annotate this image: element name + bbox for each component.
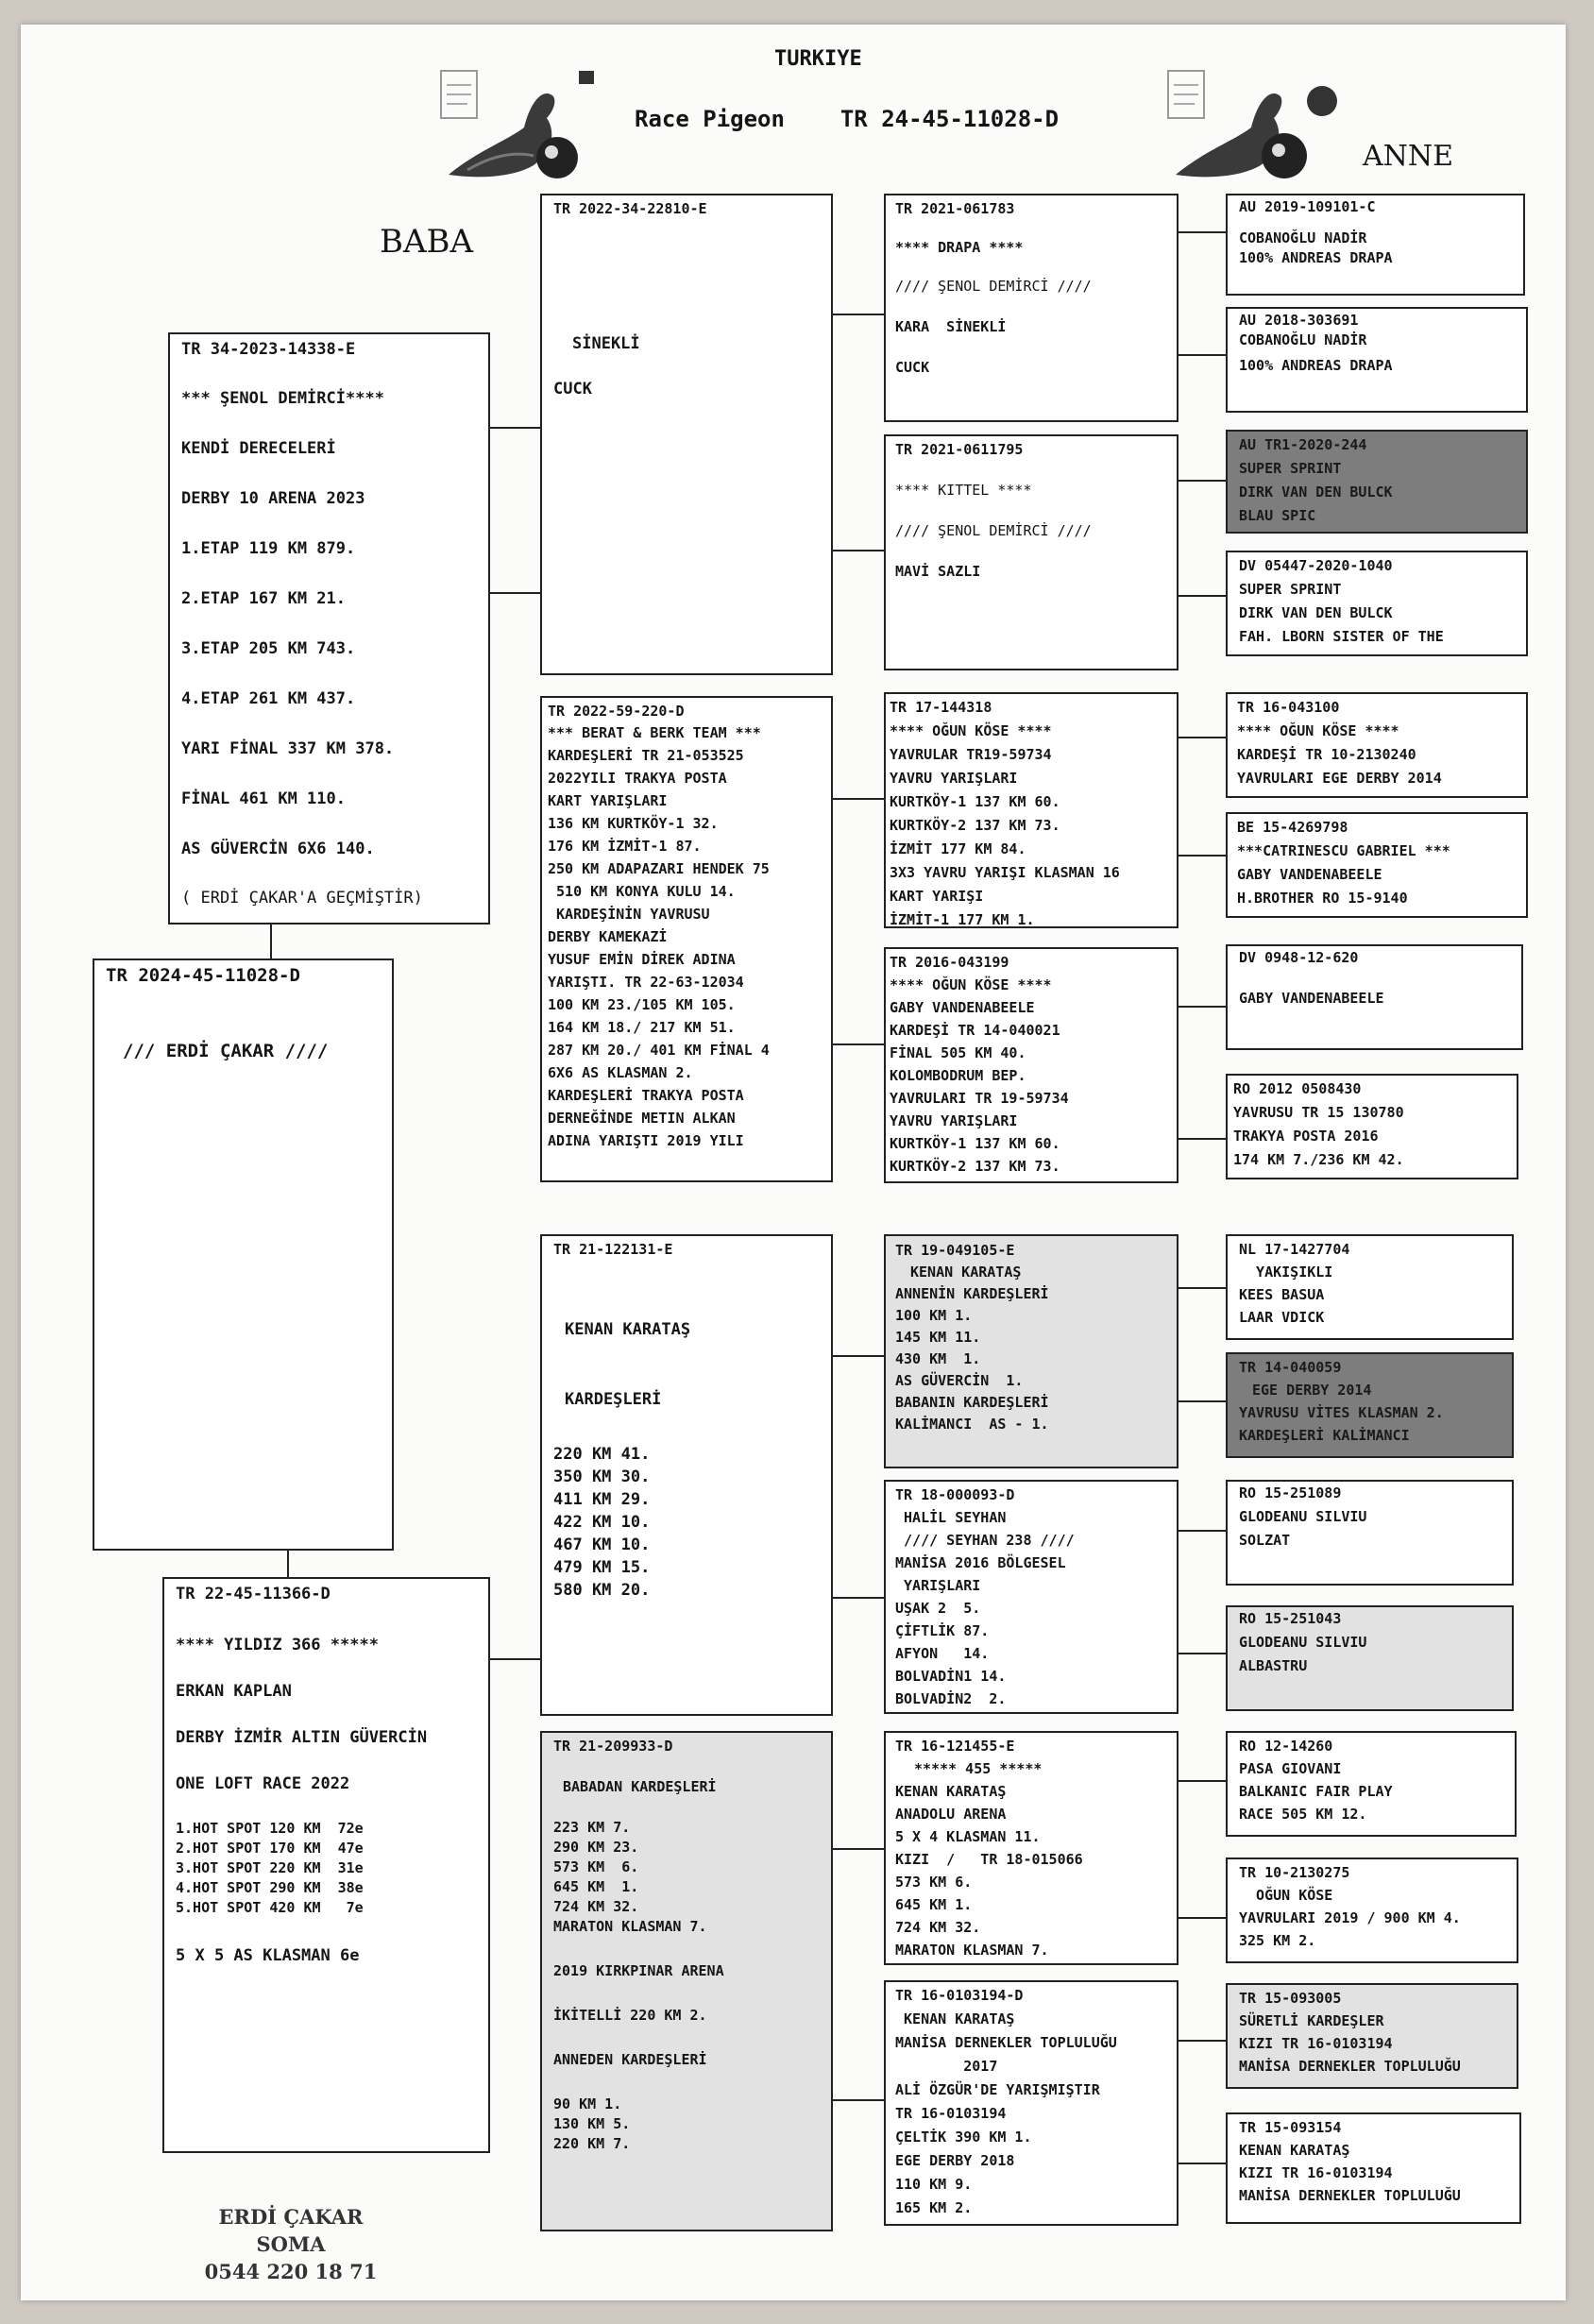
pigeon-text: KALİMANCI AS - 1.	[895, 1416, 1049, 1433]
pigeon-text: YARIŞLARI	[895, 1577, 981, 1594]
great-great-grandparent-box	[1226, 2112, 1521, 2224]
pigeon-text: 2022YILI TRAKYA POSTA	[548, 770, 727, 787]
ring-number: TR 17-144318	[890, 699, 992, 716]
pigeon-text: 100 KM 23./105 KM 105.	[548, 996, 736, 1013]
pigeon-text: FAH. LBORN SISTER OF THE	[1239, 628, 1444, 645]
pigeon-text: TRAKYA POSTA 2016	[1233, 1128, 1379, 1145]
breeder-city: SOMA	[256, 2232, 326, 2256]
pigeon-text: GABY VANDENABEELE	[1237, 866, 1382, 883]
pigeon-text: **** DRAPA ****	[895, 239, 1024, 256]
ring-number: RO 12-14260	[1239, 1738, 1333, 1755]
pigeon-text: GABY VANDENABEELE	[1239, 990, 1384, 1007]
subject-box	[93, 958, 394, 1551]
pigeon-text: MANİSA DERNEKLER TOPLULUĞU	[1239, 2187, 1461, 2204]
pigeon-text: TR 16-0103194	[895, 2105, 1007, 2122]
pigeon-text: 325 KM 2.	[1239, 1932, 1316, 1949]
pigeon-text: AS GÜVERCİN 1.	[895, 1372, 1024, 1389]
connector	[1179, 2040, 1226, 2042]
pigeon-text: YAVRULARI TR 19-59734	[890, 1090, 1069, 1107]
ring-number: TR 34-2023-14338-E	[181, 340, 356, 359]
ring-number: TR 19-049105-E	[895, 1242, 1015, 1259]
pigeon-text: DIRK VAN DEN BULCK	[1239, 483, 1393, 500]
pigeon-text: 510 KM KONYA KULU 14.	[548, 883, 736, 900]
ring-number: RO 2012 0508430	[1233, 1080, 1362, 1097]
pigeon-text: 3.ETAP 205 KM 743.	[181, 639, 356, 658]
pigeon-text: 100 KM 1.	[895, 1307, 973, 1324]
ring-number: TR 15-093005	[1239, 1990, 1342, 2007]
pigeon-text: ÇELTİK 390 KM 1.	[895, 2129, 1032, 2146]
pigeon-text: 110 KM 9.	[895, 2176, 973, 2193]
ring-number: TR 15-093154	[1239, 2119, 1342, 2136]
pigeon-text: MAVİ SAZLI	[895, 563, 981, 580]
pigeon-text: 479 KM 15.	[553, 1558, 651, 1577]
pigeon-text: KOLOMBODRUM BEP.	[890, 1067, 1026, 1084]
pigeon-text: ONE LOFT RACE 2022	[176, 1774, 350, 1793]
pigeon-text: YAKIŞIKLI	[1239, 1264, 1333, 1281]
great-grandparent-box	[884, 1731, 1179, 1965]
connector	[1179, 1287, 1226, 1289]
pigeon-text: 430 KM 1.	[895, 1350, 981, 1367]
great-great-grandparent-box	[1226, 1234, 1514, 1340]
pigeon-text: YAVRUSU TR 15 130780	[1233, 1104, 1404, 1121]
great-grandparent-box	[884, 1980, 1179, 2226]
ring-number: TR 2022-59-220-D	[548, 703, 685, 720]
great-great-grandparent-box	[1226, 430, 1528, 534]
grandparent-box	[540, 1234, 833, 1716]
pigeon-text: HALİL SEYHAN	[895, 1509, 1007, 1526]
pigeon-text: 174 KM 7./236 KM 42.	[1233, 1151, 1404, 1168]
header-ring: TR 24-45-11028-D	[839, 106, 1060, 132]
pigeon-text: /// ERDİ ÇAKAR ////	[123, 1041, 329, 1061]
great-grandparent-box	[884, 1234, 1179, 1468]
great-great-grandparent-box	[1226, 551, 1528, 656]
pigeon-text: KARDEŞLERİ TR 21-053525	[548, 747, 744, 764]
pigeon-text: MANİSA DERNEKLER TOPLULUĞU	[895, 2034, 1117, 2051]
dam-box	[162, 1577, 490, 2153]
pigeon-text: 164 KM 18./ 217 KM 51.	[548, 1019, 736, 1036]
pigeon-text: BABANIN KARDEŞLERİ	[895, 1394, 1049, 1411]
pigeon-text: KARDEŞLERİ	[565, 1390, 662, 1409]
pigeon-text: *** ŞENOL DEMİRCİ****	[181, 389, 384, 408]
ring-number: TR 10-2130275	[1239, 1864, 1350, 1881]
pigeon-text: 5 X 4 KLASMAN 11.	[895, 1828, 1041, 1845]
pigeon-text: KENDİ DERECELERİ	[181, 439, 336, 458]
pigeon-text: 467 KM 10.	[553, 1535, 651, 1554]
pigeon-text: 350 KM 30.	[553, 1467, 651, 1486]
pigeon-text: GABY VANDENABEELE	[890, 999, 1035, 1016]
pigeon-text: OĞUN KÖSE	[1239, 1887, 1333, 1904]
pigeon-text: 165 KM 2.	[895, 2199, 973, 2216]
connector	[1179, 231, 1226, 233]
ring-number: NL 17-1427704	[1239, 1241, 1350, 1258]
ring-number: AU TR1-2020-244	[1239, 436, 1367, 453]
great-great-grandparent-box	[1226, 1731, 1517, 1837]
pigeon-text: 145 KM 11.	[895, 1329, 981, 1346]
great-great-grandparent-box	[1226, 1352, 1514, 1458]
pigeon-text: DIRK VAN DEN BULCK	[1239, 604, 1393, 621]
pigeon-text: KARDEŞİ TR 10-2130240	[1237, 746, 1416, 763]
pigeon-text: 2019 KIRKPINAR ARENA	[553, 1962, 724, 1979]
pigeon-text: KARA SİNEKLİ	[895, 318, 1007, 335]
ring-number: TR 14-040059	[1239, 1359, 1342, 1376]
ring-number: DV 05447-2020-1040	[1239, 557, 1393, 574]
great-great-grandparent-box	[1226, 1605, 1514, 1711]
pigeon-text: KURTKÖY-2 137 KM 73.	[890, 1158, 1060, 1175]
connector	[490, 427, 540, 429]
pigeon-text: YARIŞTI. TR 22-63-12034	[548, 974, 744, 991]
pigeon-text: MANİSA DERNEKLER TOPLULUĞU	[1239, 2058, 1461, 2075]
pigeon-text: YAVRUSU VİTES KLASMAN 2.	[1239, 1404, 1444, 1421]
ring-number: TR 16-043100	[1237, 699, 1340, 716]
grandparent-box	[540, 194, 833, 675]
ring-number: AU 2018-303691	[1239, 312, 1359, 329]
ring-number: TR 16-121455-E	[895, 1738, 1015, 1755]
pigeon-text: ( ERDİ ÇAKAR'A GEÇMİŞTİR)	[181, 889, 423, 908]
ring-number: RO 15-251043	[1239, 1610, 1342, 1627]
connector	[270, 923, 272, 959]
pigeon-text: EGE DERBY 2018	[895, 2152, 1015, 2169]
connector	[833, 1355, 884, 1357]
pigeon-text: COBANOĞLU NADİR	[1239, 229, 1367, 246]
pigeon-text: 176 KM İZMİT-1 87.	[548, 838, 702, 855]
connector	[1179, 1400, 1226, 1402]
great-grandparent-box	[884, 692, 1179, 928]
ring-number: DV 0948-12-620	[1239, 949, 1359, 966]
connector	[833, 314, 884, 315]
connector	[1179, 2163, 1226, 2164]
pigeon-text: **** OĞUN KÖSE ****	[1237, 722, 1399, 739]
great-grandparent-box	[884, 947, 1179, 1183]
pigeon-text: DERBY KAMEKAZİ	[548, 928, 668, 945]
connector	[833, 2099, 884, 2101]
breeder-name: ERDİ ÇAKAR	[218, 2205, 364, 2229]
pigeon-text: YAVRULARI 2019 / 900 KM 4.	[1239, 1909, 1461, 1926]
pigeon-text: KIZI TR 16-0103194	[1239, 2035, 1393, 2052]
great-grandparent-box	[884, 1480, 1179, 1714]
pigeon-text: KART YARIŞI	[890, 888, 984, 905]
pigeon-text: 3X3 YAVRU YARIŞI KLASMAN 16	[890, 864, 1120, 881]
pigeon-text: 220 KM 7.	[553, 2135, 631, 2152]
ring-number: TR 2016-043199	[890, 954, 1009, 971]
pigeon-logo-right	[1166, 61, 1346, 203]
pigeon-text: ADINA YARIŞTI 2019 YILI	[548, 1132, 744, 1149]
pigeon-text: KART YARIŞLARI	[548, 792, 668, 809]
pigeon-text: BALKANIC FAIR PLAY	[1239, 1783, 1393, 1800]
pigeon-text: 573 KM 6.	[895, 1874, 973, 1891]
pigeon-text: SUPER SPRINT	[1239, 460, 1342, 477]
pigeon-text: ÇİFTLİK 87.	[895, 1622, 990, 1639]
pigeon-text: 90 KM 1.	[553, 2095, 622, 2112]
pigeon-text: 136 KM KURTKÖY-1 32.	[548, 815, 719, 832]
great-great-grandparent-box	[1226, 1983, 1518, 2089]
pigeon-text: 2.ETAP 167 KM 21.	[181, 589, 346, 608]
connector	[1179, 595, 1226, 597]
pigeon-text: KARDEŞİ TR 14-040021	[890, 1022, 1060, 1039]
pigeon-text: ANNEDEN KARDEŞLERİ	[553, 2051, 707, 2068]
breeder-contact	[178, 2203, 404, 2285]
pigeon-text: SİNEKLİ	[572, 334, 640, 353]
pigeon-text: 100% ANDREAS DRAPA	[1239, 357, 1393, 374]
pigeon-text: 422 KM 10.	[553, 1513, 651, 1532]
race-pigeon-label: Race Pigeon	[635, 106, 785, 132]
pigeon-text: GLODEANU SILVIU	[1239, 1508, 1367, 1525]
pigeon-text: CUCK	[553, 380, 592, 399]
pigeon-text: **** YILDIZ 366 *****	[176, 1636, 379, 1654]
connector	[833, 798, 884, 800]
great-great-grandparent-box	[1226, 692, 1528, 798]
pigeon-text: YAVRULAR TR19-59734	[890, 746, 1052, 763]
pigeon-text: YUSUF EMİN DİREK ADINA	[548, 951, 736, 968]
pigeon-text: KENAN KARATAŞ	[895, 1783, 1007, 1800]
ring-number: AU 2019-109101-C	[1239, 198, 1376, 215]
pigeon-text: KENAN KARATAŞ	[895, 2010, 1015, 2027]
pigeon-text: KARDEŞİNİN YAVRUSU	[548, 906, 710, 923]
pigeon-text: //// ŞENOL DEMİRCİ ////	[895, 522, 1092, 539]
pigeon-text: 573 KM 6.	[553, 1858, 639, 1875]
great-great-grandparent-box	[1226, 194, 1525, 296]
pigeon-text: AFYON 14.	[895, 1645, 990, 1662]
pigeon-text: 5.HOT SPOT 420 KM 7e	[176, 1899, 364, 1916]
pigeon-text: PASA GIOVANI	[1239, 1760, 1342, 1777]
pigeon-text: 100% ANDREAS DRAPA	[1239, 249, 1393, 266]
ring-number: TR 21-122131-E	[553, 1241, 673, 1258]
ring-number: BE 15-4269798	[1237, 819, 1348, 836]
breeder-phone: 0544 220 18 71	[204, 2260, 378, 2283]
great-great-grandparent-box	[1226, 307, 1528, 413]
pigeon-text: 1.ETAP 119 KM 879.	[181, 539, 356, 558]
great-great-grandparent-box	[1226, 1858, 1518, 1963]
pigeon-text: MARATON KLASMAN 7.	[895, 1942, 1049, 1959]
pigeon-text: KENAN KARATAŞ	[1239, 2142, 1350, 2159]
pigeon-text: 5 X 5 AS KLASMAN 6e	[176, 1946, 360, 1965]
ring-number: TR 21-209933-D	[553, 1738, 673, 1755]
ring-number: TR 2021-0611795	[895, 441, 1024, 458]
pigeon-text: BLAU SPIC	[1239, 507, 1316, 524]
pigeon-text: KARDEŞLERİ KALİMANCI	[1239, 1427, 1410, 1444]
connector	[833, 1043, 884, 1045]
ring-number: TR 2024-45-11028-D	[106, 965, 300, 986]
pigeon-text: YARI FİNAL 337 KM 378.	[181, 739, 395, 758]
grandparent-box	[540, 1731, 833, 2231]
pigeon-text: FİNAL 505 KM 40.	[890, 1044, 1026, 1061]
pigeon-text: DERBY İZMİR ALTIN GÜVERCİN	[176, 1728, 428, 1747]
pigeon-text: ALİ ÖZGÜR'DE YARIŞMIŞTIR	[895, 2081, 1100, 2098]
pigeon-text: **** OĞUN KÖSE ****	[890, 976, 1052, 993]
pigeon-text: 2.HOT SPOT 170 KM 47e	[176, 1840, 364, 1857]
pigeon-text: 220 KM 41.	[553, 1445, 651, 1464]
pigeon-text: BOLVADİN1 14.	[895, 1668, 1007, 1685]
country-title: TURKIYE	[774, 47, 862, 71]
pigeon-text: 6X6 AS KLASMAN 2.	[548, 1064, 693, 1081]
pigeon-text: 290 KM 23.	[553, 1839, 639, 1856]
great-great-grandparent-box	[1226, 944, 1523, 1050]
pigeon-text: GLODEANU SILVIU	[1239, 1634, 1367, 1651]
pigeon-text: KENAN KARATAŞ	[910, 1264, 1022, 1281]
pigeon-text: KENAN KARATAŞ	[565, 1320, 691, 1339]
pigeon-text: 724 KM 32.	[895, 1919, 981, 1936]
pigeon-text: COBANOĞLU NADİR	[1239, 331, 1367, 348]
baba-label: BABA	[380, 223, 474, 261]
pigeon-text: MARATON KLASMAN 7.	[553, 1918, 707, 1935]
connector	[1179, 737, 1226, 738]
pigeon-text: **** OĞUN KÖSE ****	[890, 722, 1052, 739]
pigeon-text: İZMİT 177 KM 84.	[890, 840, 1026, 857]
connector	[1179, 480, 1226, 482]
pigeon-text: MANİSA 2016 BÖLGESEL	[895, 1554, 1066, 1571]
pigeon-text: 130 KM 5.	[553, 2115, 631, 2132]
anne-label: ANNE	[1363, 140, 1454, 173]
pigeon-text: ALBASTRU	[1239, 1657, 1308, 1674]
ring-number: TR 18-000093-D	[895, 1486, 1015, 1503]
pigeon-text: H.BROTHER RO 15-9140	[1237, 890, 1408, 907]
great-great-grandparent-box	[1226, 1074, 1518, 1179]
pigeon-text: KURTKÖY-1 137 KM 60.	[890, 793, 1060, 810]
great-grandparent-box	[884, 194, 1179, 422]
connector	[287, 1551, 289, 1579]
pigeon-text: KEES BASUA	[1239, 1286, 1325, 1303]
pigeon-text: CUCK	[895, 359, 930, 376]
great-great-grandparent-box	[1226, 812, 1528, 918]
connector	[1179, 1530, 1226, 1532]
pigeon-text: KURTKÖY-2 137 KM 73.	[890, 817, 1060, 834]
pigeon-text: FİNAL 461 KM 110.	[181, 789, 346, 808]
pigeon-text: AS GÜVERCİN 6X6 140.	[181, 840, 375, 858]
connector	[833, 1848, 884, 1850]
pigeon-text: BOLVADİN2 2.	[895, 1690, 1007, 1707]
pigeon-text: KURTKÖY-1 137 KM 60.	[890, 1135, 1060, 1152]
header-title	[635, 106, 1059, 132]
ring-number: TR 16-0103194-D	[895, 1987, 1024, 2004]
pigeon-text: KIZI / TR 18-015066	[895, 1851, 1083, 1868]
pigeon-text: 411 KM 29.	[553, 1490, 651, 1509]
pigeon-text: 1.HOT SPOT 120 KM 72e	[176, 1820, 364, 1837]
pigeon-text: 223 KM 7.	[553, 1819, 631, 1836]
connector	[1179, 1653, 1226, 1654]
pigeon-text: YAVRU YARIŞLARI	[890, 1112, 1018, 1129]
ring-number: TR 22-45-11366-D	[176, 1585, 331, 1603]
pigeon-text: RACE 505 KM 12.	[1239, 1806, 1367, 1823]
ring-number: TR 2022-34-22810-E	[553, 200, 707, 217]
connector	[833, 550, 884, 551]
pigeon-text: EGE DERBY 2014	[1252, 1382, 1372, 1399]
pigeon-text: 724 KM 32.	[553, 1898, 639, 1915]
pigeon-text: YAVRU YARIŞLARI	[890, 770, 1018, 787]
pigeon-logo-left	[439, 61, 619, 203]
pigeon-text: İKİTELLİ 220 KM 2.	[553, 2007, 707, 2024]
pigeon-text: 4.ETAP 261 KM 437.	[181, 689, 356, 708]
connector	[1179, 855, 1226, 857]
ring-number: TR 2021-061783	[895, 200, 1015, 217]
pigeon-text: BABADAN KARDEŞLERİ	[563, 1778, 717, 1795]
pigeon-text: YAVRULARI EGE DERBY 2014	[1237, 770, 1442, 787]
pigeon-text: SUPER SPRINT	[1239, 581, 1342, 598]
pigeon-text: 250 KM ADAPAZARI HENDEK 75	[548, 860, 770, 877]
pigeon-text: ***** 455 *****	[914, 1760, 1043, 1777]
connector	[1179, 1917, 1226, 1919]
great-grandparent-box	[884, 434, 1179, 670]
pigeon-text: ERKAN KAPLAN	[176, 1682, 292, 1701]
pigeon-text: LAAR VDICK	[1239, 1309, 1325, 1326]
great-great-grandparent-box	[1226, 1480, 1514, 1586]
pigeon-text: 287 KM 20./ 401 KM FİNAL 4	[548, 1042, 770, 1059]
sire-box	[168, 332, 490, 925]
pigeon-text: **** KITTEL ****	[895, 482, 1032, 499]
connector	[1179, 1006, 1226, 1008]
pigeon-text: KARDEŞLERİ TRAKYA POSTA	[548, 1087, 744, 1104]
connector	[833, 1597, 884, 1599]
pigeon-text: //// SEYHAN 238 ////	[895, 1532, 1075, 1549]
pigeon-text: 645 KM 1.	[895, 1896, 973, 1913]
connector	[1179, 1138, 1226, 1140]
pigeon-text: //// ŞENOL DEMİRCİ ////	[895, 278, 1092, 295]
pigeon-text: 3.HOT SPOT 220 KM 31e	[176, 1859, 364, 1876]
pigeon-text: KIZI TR 16-0103194	[1239, 2164, 1393, 2181]
pigeon-text: 645 KM 1.	[553, 1878, 639, 1895]
pigeon-text: ANADOLU ARENA	[895, 1806, 1007, 1823]
pigeon-text: SOLZAT	[1239, 1532, 1291, 1549]
pigeon-text: 4.HOT SPOT 290 KM 38e	[176, 1879, 364, 1896]
pigeon-text: İZMİT-1 177 KM 1.	[890, 911, 1035, 928]
pigeon-text: *** BERAT & BERK TEAM ***	[548, 724, 761, 741]
grandparent-box	[540, 696, 833, 1182]
connector	[1179, 354, 1226, 356]
connector	[490, 1658, 540, 1660]
pigeon-text: 2017	[895, 2058, 998, 2075]
connector	[1179, 1780, 1226, 1782]
connector	[490, 592, 540, 594]
pigeon-text: 580 KM 20.	[553, 1581, 651, 1600]
pigeon-text: SÜRETLİ KARDEŞLER	[1239, 2012, 1384, 2029]
pigeon-text: DERNEĞİNDE METIN ALKAN	[548, 1110, 736, 1127]
pigeon-text: ANNENİN KARDEŞLERİ	[895, 1285, 1049, 1302]
pigeon-text: UŞAK 2 5.	[895, 1600, 981, 1617]
pigeon-text: ***CATRINESCU GABRIEL ***	[1237, 842, 1450, 859]
ring-number: RO 15-251089	[1239, 1484, 1342, 1501]
pigeon-text: DERBY 10 ARENA 2023	[181, 489, 365, 508]
